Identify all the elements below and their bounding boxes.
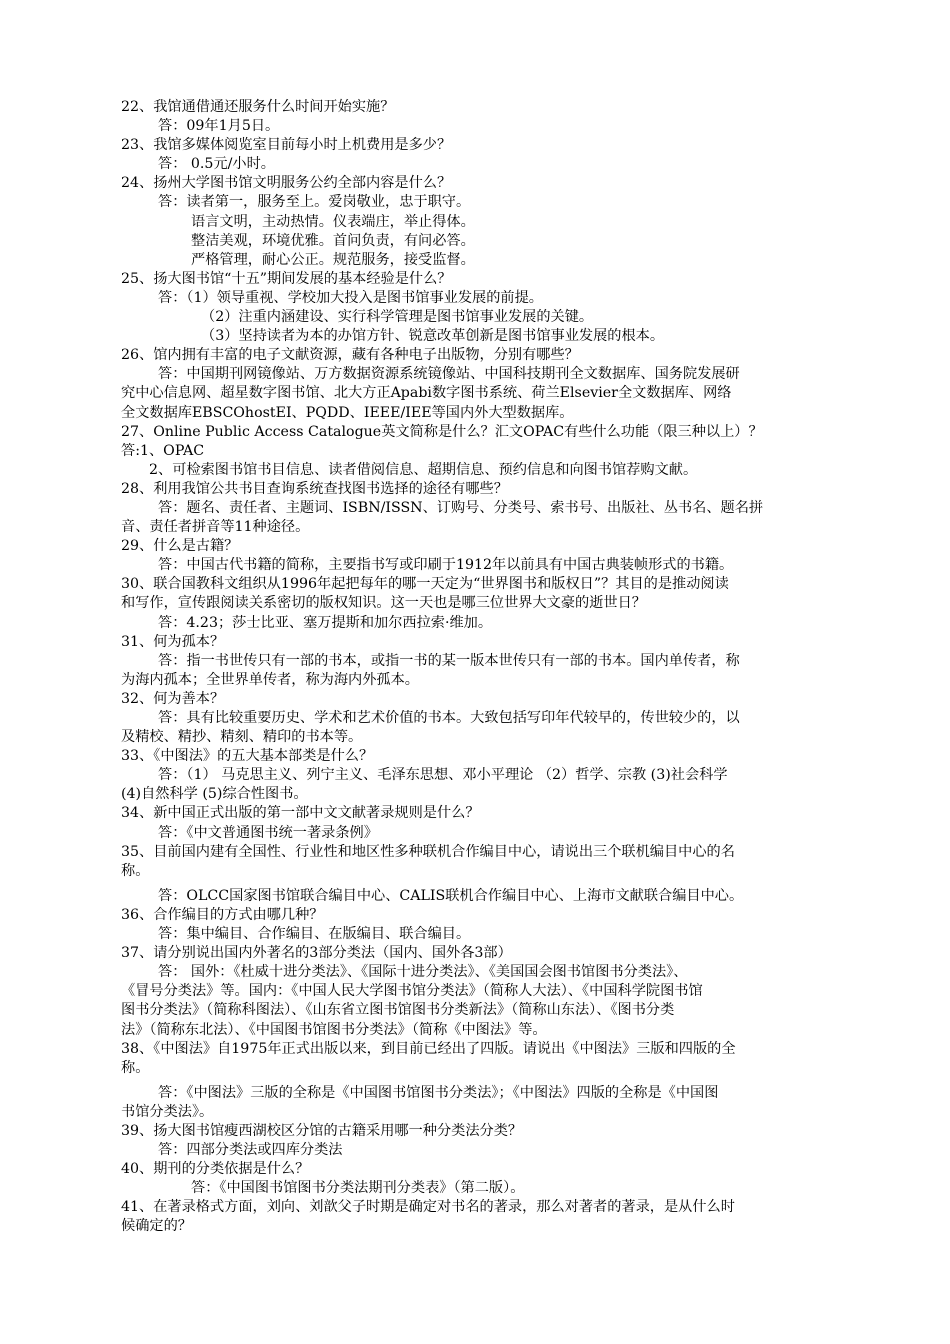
text-line: 27、Online Public Access Catalogue英文简称是什么？汇文OPAC有些什么功能（限三种以上）？ (121, 423, 763, 440)
text-line: 全文数据库EBSCOhostEI、PQDD、IEEE/IEE等国内外大型数据库。 (121, 404, 574, 421)
text-line: 答： 0.5元/小时。 (158, 156, 275, 173)
text-line: 答：具有比较重要历史、学术和艺术价值的书本。大致包括写印年代较早的，传世较少的，以 (158, 710, 740, 726)
text-line: 音、责任者拼音等11种途径。 (121, 519, 310, 536)
text-line: 答：OLCC国家图书馆联合编目中心、CALIS联机合作编目中心、上海市文献联合编目中心。 (158, 887, 744, 904)
text-line: 及精校、精抄、精刻、精印的书本等。 (121, 729, 363, 746)
text-line: 答：09年1月5日。 (158, 118, 280, 135)
text-line: 究中心信息网、超星数字图书馆、北大方正Apabi数字图书系统、荷兰Elsevier全文数据库、网络 (121, 385, 732, 402)
text-line: 2、可检索图书馆书目信息、读者借阅信息、超期信息、预约信息和向图书馆荐购文献。 (149, 461, 698, 478)
text-line: 29、什么是古籍？ (121, 538, 239, 555)
text-line: 严格管理，耐心公正。规范服务，接受监督。 (191, 251, 475, 268)
text-line: 26、馆内拥有丰富的电子文献资源，藏有各种电子出版物，分别有哪些？ (121, 347, 579, 364)
text-line: 34、新中国正式出版的第一部中文文献著录规则是什么？ (121, 805, 480, 822)
text-line: 称。 (121, 1059, 150, 1076)
text-line: 35、目前国内建有全国性、行业性和地区性多种联机合作编目中心，请说出三个联机编目中心的名 (121, 843, 735, 860)
text-line: 语言文明，主动热情。仪表端庄，举止得体。 (191, 213, 475, 230)
text-line: 31、何为孤本？ (121, 633, 225, 650)
text-line: 40、期刊的分类依据是什么？ (121, 1161, 310, 1178)
text-line: 答： 国外：《杜威十进分类法》、《国际十进分类法》、《美国国会图书馆图书分类法》、 (158, 964, 688, 981)
text-line: 和写作，宣传跟阅读关系密切的版权知识。这一天也是哪三位世界大文豪的逝世日？ (121, 595, 646, 612)
text-line: 33、《中图法》的五大基本部类是什么？ (121, 748, 374, 765)
text-line: 22、我馆通借通还服务什么时间开始实施？ (121, 99, 395, 115)
text-line: 41、在著录格式方面，刘向、刘歆父子时期是确定对书名的著录，那么对著者的著录，是从什么时 (121, 1199, 735, 1216)
text-line: 答：四部分类法或四库分类法 (158, 1142, 343, 1159)
text-line: 28、利用我馆公共书目查询系统查找图书选择的途径有哪些？ (121, 480, 508, 497)
text-line: 书馆分类法》。 (121, 1103, 214, 1120)
text-line: 答：（1）领导重视、学校加大投入是图书馆事业发展的前提。 (158, 289, 543, 306)
text-line: 为海内孤本；全世界单传者，称为海内外孤本。 (121, 671, 419, 688)
text-line: 38、《中图法》自1975年正式出版以来，到目前已经出了四版。请说出《中图法》三版和四版的全 (121, 1040, 736, 1057)
text-line: 答：中国期刊网镜像站、万方数据资源系统镜像站、中国科技期刊全文数据库、国务院发展研 (158, 366, 740, 383)
text-line: (4)自然科学 (5)综合性图书。 (121, 786, 308, 803)
text-line: 图书分类法》（简称科图法）、《山东省立图书馆图书分类新法》（简称山东法）、《图书分类 (121, 1002, 675, 1019)
text-line: 答：题名、责任者、主题词、ISBN/ISSN、订购号、分类号、索书号、出版社、丛书名、题名拼 (158, 499, 764, 516)
text-line: 法》（简称东北法）、《中国图书馆图书分类法》（简称《中图法》等。 (121, 1021, 547, 1038)
text-line: （3）坚持读者为本的办馆方针、锐意改革创新是图书馆事业发展的根本。 (201, 328, 665, 345)
text-line: 25、扬大图书馆“十五”期间发展的基本经验是什么？ (121, 270, 452, 287)
text-line: 答：《中国图书馆图书分类法期刊分类表》（第二版）。 (191, 1180, 525, 1197)
text-line: 37、请分别说出国内外著名的3部分类法（国内、国外各3部） (121, 945, 512, 962)
document-page (121, 98, 863, 1237)
text-line: 答：4.23；莎士比亚、塞万提斯和加尔西拉索·维加。 (158, 614, 493, 631)
text-line: 答:1、OPAC (121, 442, 205, 459)
text-line: 23、我馆多媒体阅览室目前每小时上机费用是多少？ (121, 137, 452, 154)
text-line: 候确定的？ (121, 1218, 192, 1235)
text-line: 32、何为善本？ (121, 690, 225, 707)
text-line: （2）注重内涵建设、实行科学管理是图书馆事业发展的关键。 (201, 309, 594, 326)
text-line: 24、扬州大学图书馆文明服务公约全部内容是什么？ (121, 175, 452, 192)
text-line: 答：读者第一，服务至上。爱岗敬业，忠于职守。 (158, 194, 471, 211)
text-line: 答：指一书世传只有一部的书本，或指一书的某一版本世传只有一部的书本。国内单传者，称 (158, 652, 740, 669)
text-line: 答：集中编目、合作编目、在版编目、联合编目。 (158, 926, 471, 943)
text-line: 答：《中图法》三版的全称是《中国图书馆图书分类法》；《中图法》四版的全称是《中国图 (158, 1084, 719, 1101)
text-line: 《冒号分类法》等。国内：《中国人民大学图书馆分类法》（简称人大法）、《中国科学院图书馆 (121, 983, 703, 1000)
text-line: 整洁美观，环境优雅。首问负责，有问必答。 (191, 232, 475, 249)
text-line: 答：中国古代书籍的简称，主要指书写或印刷于1912年以前具有中国古典装帧形式的书籍。 (158, 557, 734, 574)
text-line: 30、联合国教科文组织从1996年起把每年的哪一天定为“世界图书和版权日”？其目的是推动阅读 (121, 576, 729, 593)
text-line: 36、合作编目的方式由哪几种？ (121, 906, 324, 923)
text-line: 答：《中文普通图书统一著录条例》 (158, 824, 378, 841)
text-line: 39、扬大图书馆瘦西湖校区分馆的古籍采用哪一种分类法分类？ (121, 1122, 523, 1139)
text-line: 答：（1） 马克思主义、列宁主义、毛泽东思想、邓小平理论 （2）哲学、宗教 (3)社会科学 (158, 767, 728, 784)
text-line: 称。 (121, 862, 150, 879)
